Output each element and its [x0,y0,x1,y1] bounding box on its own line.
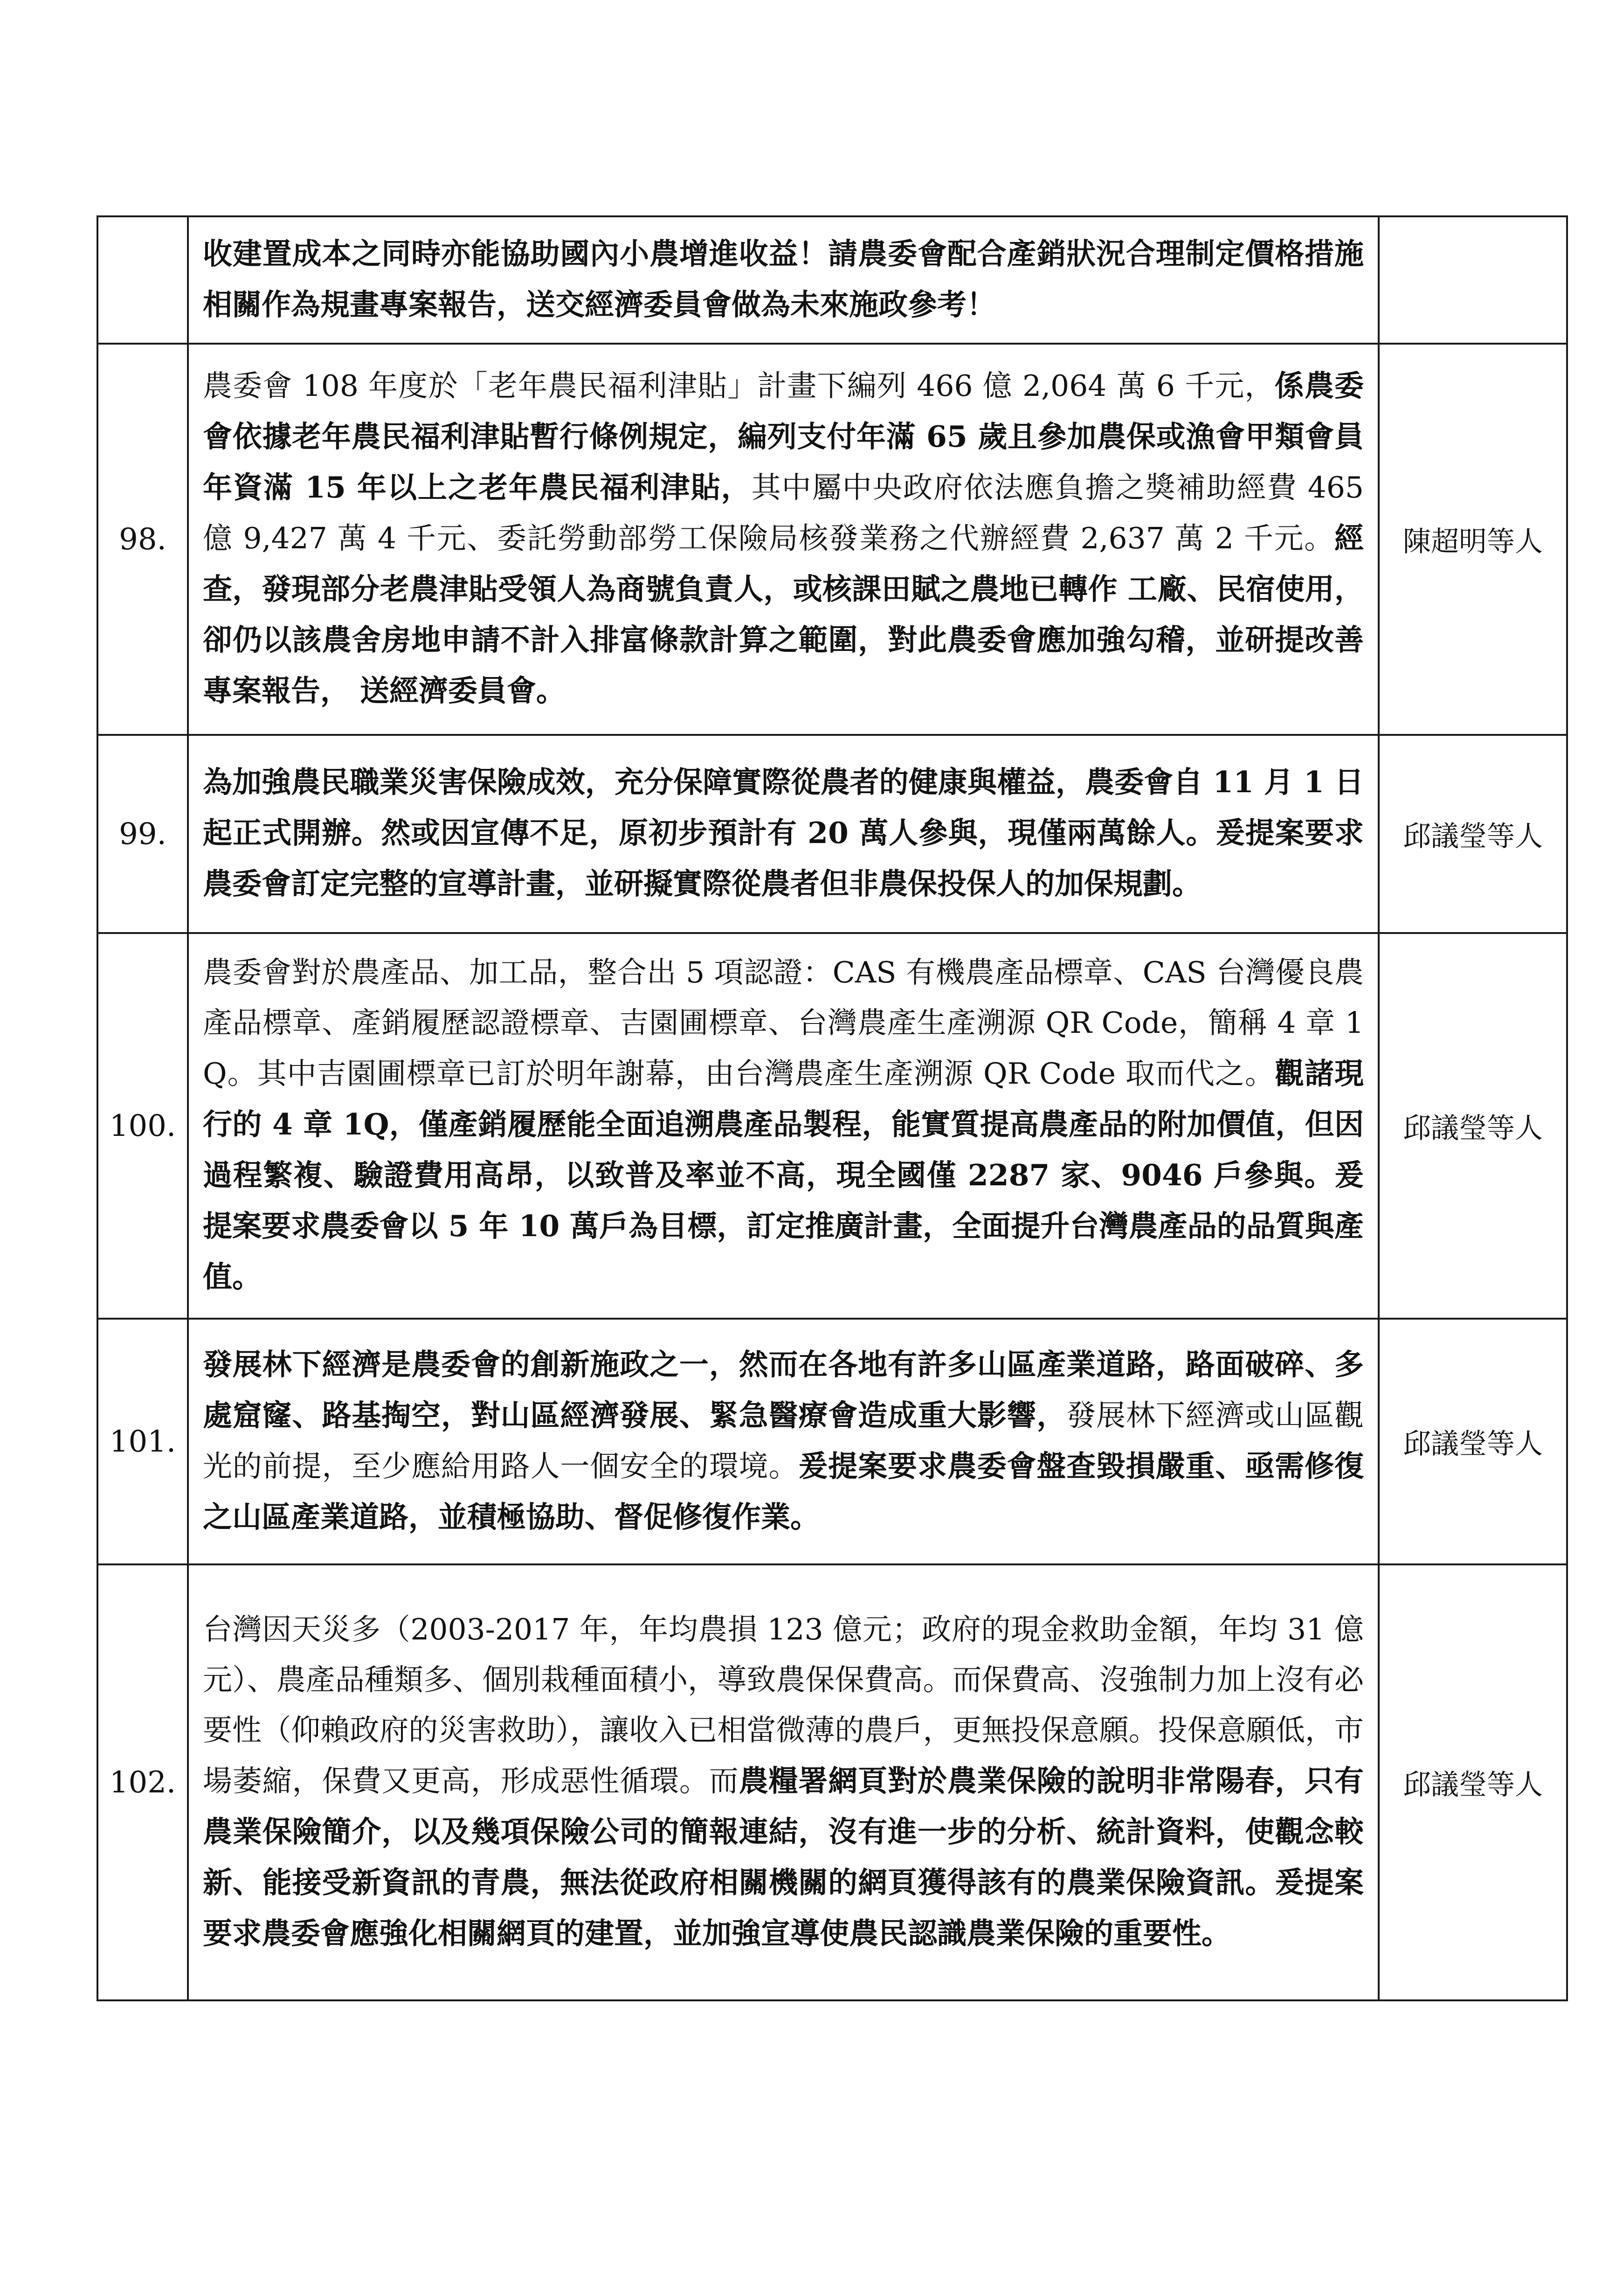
content-text: 經查，發現部分老農津貼受領人為商號負責人，或核課田賦之農地已轉作 工廠、民宿使用，卻仍以該農舍房地申請不計入排富條款計算之範圍，對此農委會應加強勾稽，並研提改善專案報告， 送經濟委員會。 [203,521,1364,708]
row-number: 101. [97,1319,188,1564]
content-text: 農委會對於農產品、加工品，整合出 5 項認證：CAS 有機農產品標章、CAS 台灣優良農產品標章、產銷履歷認證標章、吉園圃標章、台灣農產生產溯源 QR Code，簡稱 4 章 1Q。其中吉園圃標章已訂於明年謝幕，由台灣農產生產溯源 QR Code 取而代之。 [203,955,1364,1091]
motions-table [97,215,1568,2001]
row-number: 100. [97,933,188,1319]
proposer: 邱議瑩等人 [1379,933,1567,1319]
table-row [97,933,1567,1319]
motion-content [188,933,1379,1319]
content-text: 係農委會依據老年農民福利津貼暫行條例規定，編列支付年滿 65 歲且參加農保或漁會甲類會員年資滿 15 年以上之老年農民福利津貼， [203,368,1364,505]
content-text: 農糧署網頁對於農業保險的說明非常陽春，只有農業保險簡介，以及幾項保險公司的簡報連結，沒有進一步的分析、統計資料，使觀念較新、能接受新資訊的青農，無法從政府相關機關的網頁獲得該有的農業保險資訊。爰提案要求農委會應強化相關網頁的建置，並加強宣導使農民認識農業保險的重要性。 [203,1763,1364,1950]
motion-content [188,1319,1379,1564]
content-text: 發展林下經濟或山區觀光的前提，至少應給用路人一個安全的環境。 [203,1398,1364,1483]
proposer: 邱議瑩等人 [1379,1564,1567,2000]
table-row [97,735,1567,933]
content-text: 台灣因天災多（2003-2017 年，年均農損 123 億元；政府的現金救助金額，年均 31 億元）、農產品種類多、個別栽種面積小，導致農保保費高。而保費高、沒強制力加上沒有必要性（仰賴政府的災害救助），讓收入已相當微薄的農戶，更無投保意願。投保意願低，市場萎縮，保費又更高，形成惡性循環。而 [203,1612,1364,1798]
motion-content [188,735,1379,933]
proposer: 陳超明等人 [1379,344,1567,735]
table-row [97,1564,1567,2000]
proposer: 邱議瑩等人 [1379,1319,1567,1564]
motion-content [188,344,1379,735]
table-row [97,344,1567,735]
row-number [97,216,188,344]
proposer: 邱議瑩等人 [1379,735,1567,933]
row-number: 99. [97,735,188,933]
content-text: 農委會 108 年度於「老年農民福利津貼」計畫下編列 466 億 2,064 萬 6 千元， [203,369,1275,403]
content-text: 其中屬中央政府依法應負擔之獎補助經費 465 億 9,427 萬 4 千元、委託勞動部勞工保險局核發業務之代辦經費 2,637 萬 2 千元。 [203,470,1364,555]
row-number: 102. [97,1564,188,2000]
motion-content [188,216,1379,344]
row-number: 98. [97,344,188,735]
proposer [1379,216,1567,344]
table-row [97,1319,1567,1564]
table-row [97,216,1567,344]
motion-content [188,1564,1379,2000]
content-text: 為加強農民職業災害保險成效，充分保障實際從農者的健康與權益，農委會自 11 月 1 日起正式開辦。然或因宣傳不足，原初步預計有 20 萬人參與，現僅兩萬餘人。爰提案要求農委會訂定完整的宣導計畫，並研擬實際從農者但非農保投保人的加保規劃。 [203,765,1364,901]
content-text: 觀諸現行的 4 章 1Q，僅產銷履歷能全面追溯農產品製程，能實質提高農產品的附加價值，但因過程繁複、驗證費用高昂，以致普及率並不高，現全國僅 2287 家、9046 戶參與。爰提案要求農委會以 5 年 10 萬戶為目標，訂定推廣計畫，全面提升台灣農產品的品質與產值。 [203,1056,1364,1294]
content-text: 爰提案要求農委會盤查毀損嚴重、亟需修復之山區產業道路，並積極協助、督促修復作業。 [203,1448,1364,1534]
content-text: 發展林下經濟是農委會的創新施政之一，然而在各地有許多山區產業道路，路面破碎、多處窟窿、路基掏空，對山區經濟發展、緊急醫療會造成重大影響， [203,1347,1364,1432]
content-text: 收建置成本之同時亦能協助國內小農增進收益！請農委會配合產銷狀況合理制定價格措施相關作為規畫專案報告，送交經濟委員會做為未來施政參考！ [203,236,1364,322]
